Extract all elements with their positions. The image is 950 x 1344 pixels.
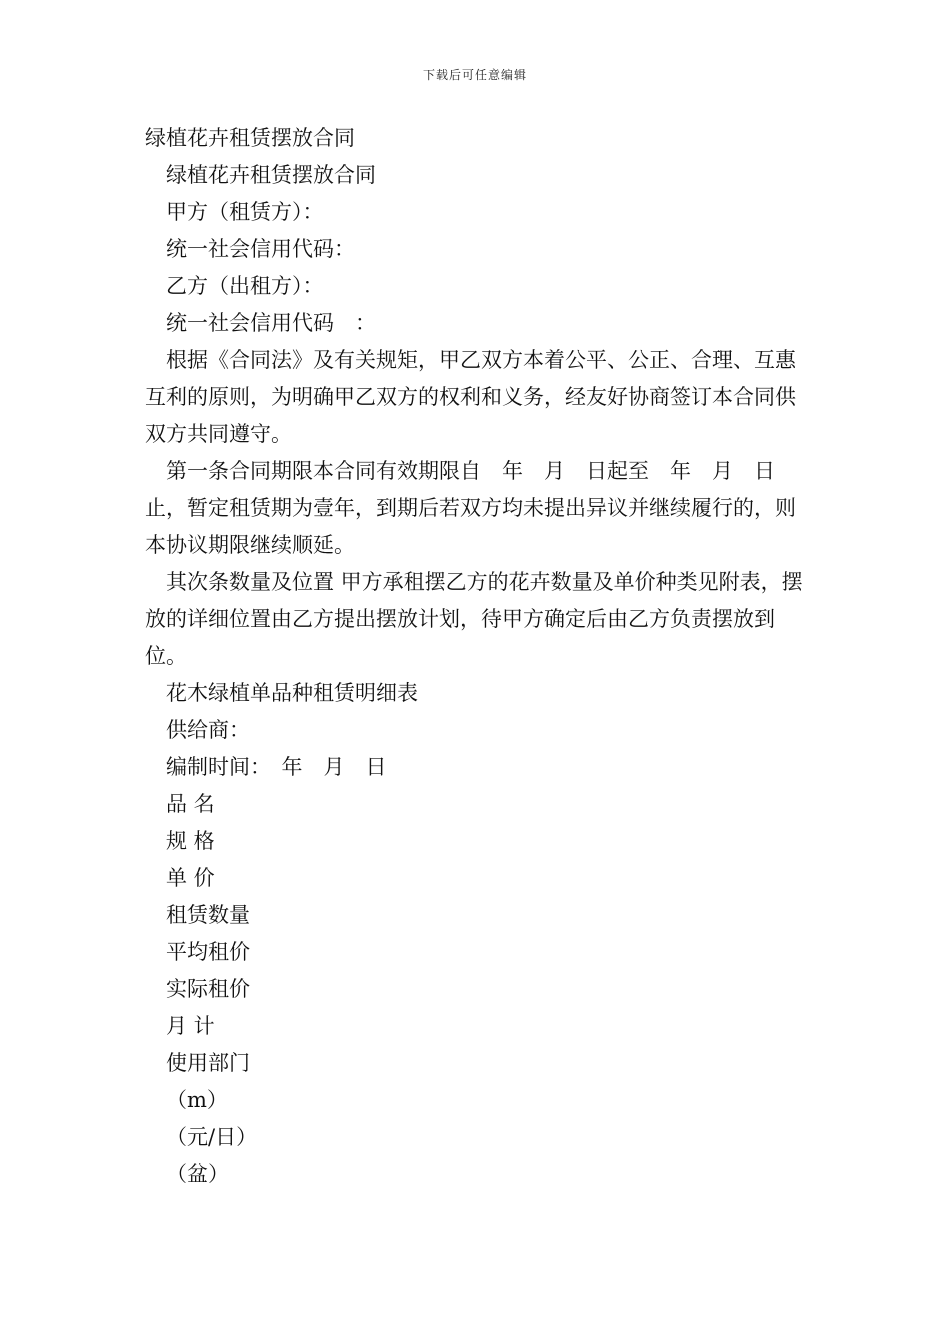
column-rental-quantity: 租赁数量 — [166, 903, 250, 927]
article-2-quantity-paragraph: 其次条数量及位置 甲方承租摆乙方的花卉数量及单价种类见附表，摆放的详细位置由乙方提出摆放计划，待甲方确定后由乙方负责摆放到位。 — [145, 570, 803, 668]
document-body — [145, 120, 815, 1193]
compile-date-label: 编制时间： 年 月 日 — [166, 755, 387, 779]
article-1-term-paragraph: 第一条合同期限本合同有效期限自 年 月 日起至 年 月 日止，暂定租赁期为壹年，到期后若双方均未提出异议并继续履行的，则本协议期限继续顺延。 — [145, 459, 796, 557]
column-unit-price: 单 价 — [166, 866, 215, 890]
unit-pot: （盆） — [166, 1162, 229, 1186]
unit-meter: （m） — [166, 1088, 228, 1112]
rental-table-title: 花木绿植单品种租赁明细表 — [166, 681, 418, 705]
party-b-label: 乙方（出租方）： — [166, 274, 324, 298]
column-monthly-total: 月 计 — [166, 1014, 215, 1038]
unit-yuan-per-day: （元/日） — [166, 1125, 258, 1149]
contract-heading: 绿植花卉租赁摆放合同 — [166, 163, 376, 187]
party-a-label: 甲方（租赁方）： — [166, 200, 324, 224]
party-b-credit-code: 统一社会信用代码 ： — [166, 311, 376, 335]
column-specification: 规 格 — [166, 829, 215, 853]
column-average-rent: 平均租价 — [166, 940, 250, 964]
column-department: 使用部门 — [166, 1051, 250, 1075]
party-a-credit-code: 统一社会信用代码： — [166, 237, 355, 261]
column-actual-rent: 实际租价 — [166, 977, 250, 1001]
supplier-label: 供给商： — [166, 718, 250, 742]
document-title: 绿植花卉租赁摆放合同 — [145, 126, 355, 150]
column-product-name: 品 名 — [166, 792, 215, 816]
preamble-paragraph: 根据《合同法》及有关规矩，甲乙双方本着公平、公正、合理、互惠互利的原则，为明确甲乙双方的权利和义务，经友好协商签订本合同供双方共同遵守。 — [145, 348, 796, 446]
page-header-note: 下载后可任意编辑 — [422, 68, 527, 82]
